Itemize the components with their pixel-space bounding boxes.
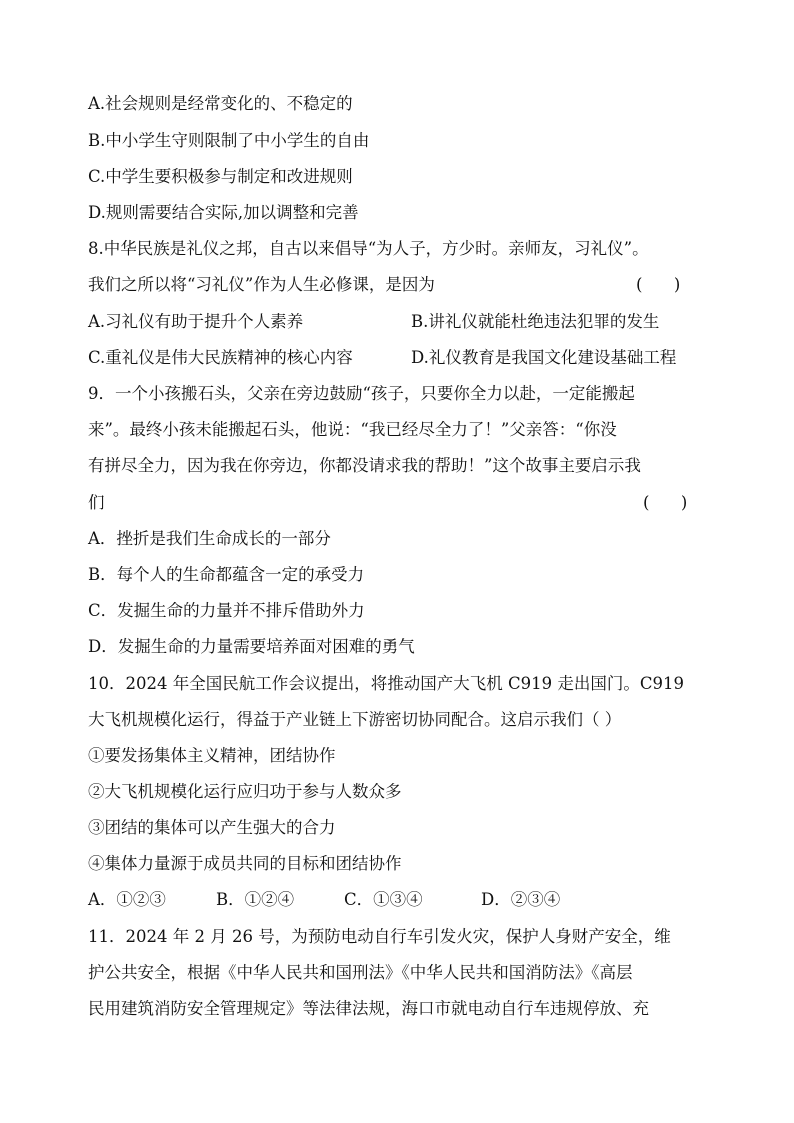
q10-item-1: ①要发扬集体主义精神，团结协作 xyxy=(88,746,336,765)
q9-option-b: B．每个人的生命都蕴含一定的承受力 xyxy=(88,565,365,584)
q7-option-c: C.中学生要积极参与制定和改进规则 xyxy=(88,167,353,186)
q10-option-d: D．②③④ xyxy=(481,890,561,909)
q8-option-d: D.礼仪教育是我国文化建设基础工程 xyxy=(411,348,677,367)
q8-stem-line2: 我们之所以将“习礼仪”作为人生必修课，是因为 xyxy=(88,275,435,294)
q10-item-3: ③团结的集体可以产生强大的合力 xyxy=(88,818,336,837)
q10-item-4: ④集体力量源于成员共同的目标和团结协作 xyxy=(88,854,402,873)
q9-option-d: D．发掘生命的力量需要培养面对困难的勇气 xyxy=(88,637,415,656)
q7-option-b: B.中小学生守则限制了中小学生的自由 xyxy=(88,131,370,150)
q11-stem-line2: 护公共安全，根据《中华人民共和国刑法》《中华人民共和国消防法》《高层 xyxy=(88,963,633,982)
q8-options-row1 xyxy=(88,311,728,333)
q10-option-c: C．①③④ xyxy=(344,890,423,909)
q9-option-c: C．发掘生命的力量并不排斥借助外力 xyxy=(88,601,365,620)
q7-option-d: D.规则需要结合实际,加以调整和完善 xyxy=(88,203,359,222)
q8-options-row2 xyxy=(88,347,728,369)
q11-stem-line1: 11．2024 年 2 月 26 号，为预防电动自行车引发火灾，保护人身财产安全，维 xyxy=(88,927,671,946)
q9-stem-line2: 来”。最终小孩未能搬起石头，他说：“我已经尽全力了！”父亲答：“你没 xyxy=(88,420,617,439)
q10-stem-line1: 10．2024 年全国民航工作会议提出，将推动国产大飞机 C919 走出国门。C919 xyxy=(88,674,684,693)
q9-stem-line3: 有拼尽全力，因为我在你旁边，你都没请求我的帮助！”这个故事主要启示我 xyxy=(88,456,641,475)
q10-options-row xyxy=(88,889,608,911)
q10-item-2: ②大飞机规模化运行应归功于参与人数众多 xyxy=(88,782,402,801)
q7-option-a: A.社会规则是经常变化的、不稳定的 xyxy=(88,94,353,113)
q8-option-a: A.习礼仪有助于提升个人素养 xyxy=(88,312,304,331)
q10-option-a: A．①②③ xyxy=(88,890,166,909)
q8-option-b: B.讲礼仪就能杜绝违法犯罪的发生 xyxy=(411,312,660,331)
q9-option-a: A．挫折是我们生命成长的一部分 xyxy=(88,529,331,548)
q8-answer-bracket: ( ) xyxy=(636,275,681,294)
q9-answer-bracket: ( ) xyxy=(643,493,688,512)
q10-option-b: B．①②④ xyxy=(216,890,295,909)
q9-stem-line1: 9．一个小孩搬石头，父亲在旁边鼓励“孩子，只要你全力以赴，一定能搬起 xyxy=(88,384,635,403)
q11-stem-line3: 民用建筑消防安全管理规定》等法律法规，海口市就电动自行车违规停放、充 xyxy=(88,999,649,1018)
q10-stem-line2: 大飞机规模化运行，得益于产业链上下游密切协同配合。这启示我们（ ） xyxy=(88,710,622,729)
q8-stem-line1: 8.中华民族是礼仪之邦，自古以来倡导“为人子，方少时。亲师友，习礼仪”。 xyxy=(88,239,649,258)
q9-stem-line4: 们 xyxy=(88,493,105,512)
q8-option-c: C.重礼仪是伟大民族精神的核心内容 xyxy=(88,348,353,367)
